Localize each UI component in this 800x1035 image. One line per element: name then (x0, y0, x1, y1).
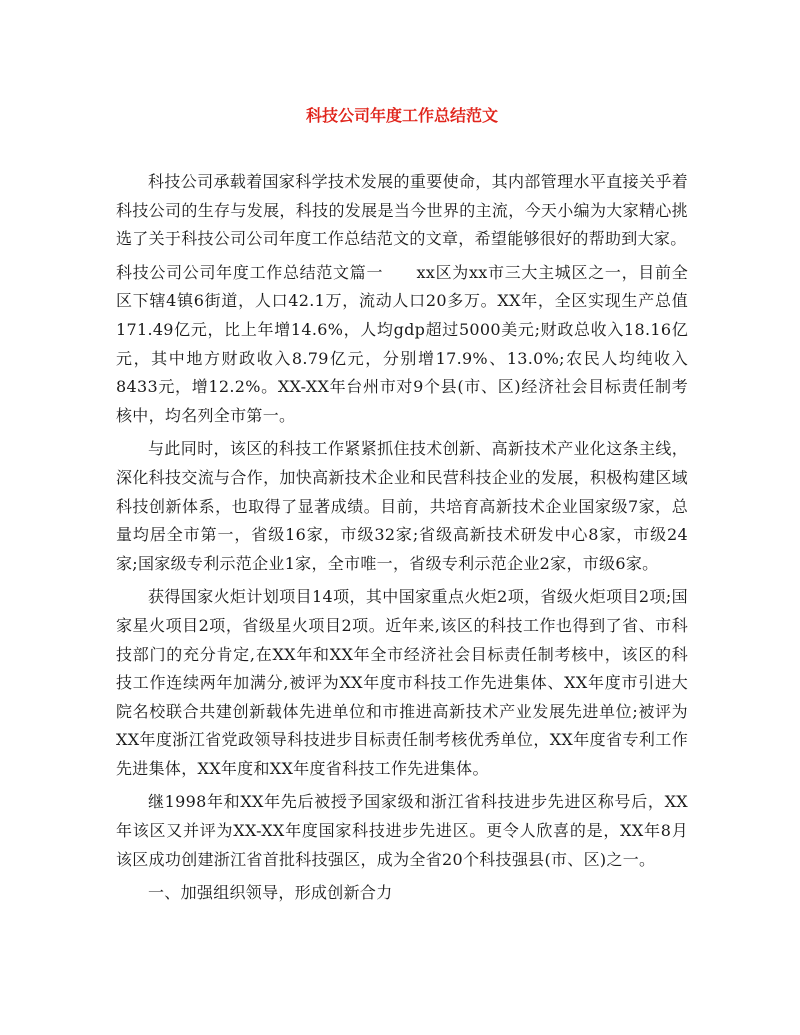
paragraph-tech-work: 与此同时，该区的科技工作紧紧抓住技术创新、高新技术产业化这条主线，深化科技交流与合作，加快高新技术企业和民营科技企业的发展，积极构建区域科技创新体系，也取得了显著成绩。目前，共培育高新技术企业国家级7家，总量均居全市第一，省级16家，市级32家;省级高新技术研发中心8家，市级24家;国家级专利示范企业1家，全市唯一，省级专利示范企业2家，市级6家。 (116, 439, 688, 573)
paragraph-district-overview: 科技公司公司年度工作总结范文篇一 xx区为xx市三大主城区之一，目前全区下辖4镇6街道，人口42.1万，流动人口20多万。XX年，全区实现生产总值171.49亿元，比上年增14.6%，人均gdp超过5000美元;财政总收入18.16亿元，其中地方财政收入8.79亿元，分别增17.9%、13.0%;农民人均纯收入8433元，增12.2%。XX-XX年台州市对9个县(市、区)经济社会目标责任制考核中，均名列全市第一。 (116, 262, 688, 425)
document-body (116, 168, 688, 908)
section-heading-1: 一、加强组织领导，形成创新合力 (148, 883, 393, 903)
paragraph-honors: 继1998年和XX年先后被授予国家级和浙江省科技进步先进区称号后，XX年该区又并评为XX-XX年度国家科技进步先进区。更令人欣喜的是，XX年8月该区成功创建浙江省首批科技强区，成为全省20个科技强县(市、区)之一。 (116, 792, 688, 869)
document-title: 科技公司年度工作总结范文 (305, 106, 498, 125)
paragraph-intro: 科技公司承载着国家科学技术发展的重要使命，其内部管理水平直接关乎着科技公司的生存与发展，科技的发展是当今世界的主流，今天小编为大家精心挑选了关于科技公司公司年度工作总结范文的文章，希望能够很好的帮助到大家。 (116, 172, 688, 249)
paragraph-awards: 获得国家火炬计划项目14项，其中国家重点火炬2项，省级火炬项目2项;国家星火项目2项，省级星火项目2项。近年来,该区的科技工作也得到了省、市科技部门的充分肯定,在XX年和XX年全市经济社会目标责任制考核中，该区的科技工作连续两年加满分,被评为XX年度市科技工作先进集体、XX年度市引进大院名校联合共建创新载体先进单位和市推进高新技术产业发展先进单位;被评为XX年度浙江省党政领导科技进步目标责任制考核优秀单位，XX年度省专利工作先进集体，XX年度和XX年度省科技工作先进集体。 (116, 587, 688, 778)
